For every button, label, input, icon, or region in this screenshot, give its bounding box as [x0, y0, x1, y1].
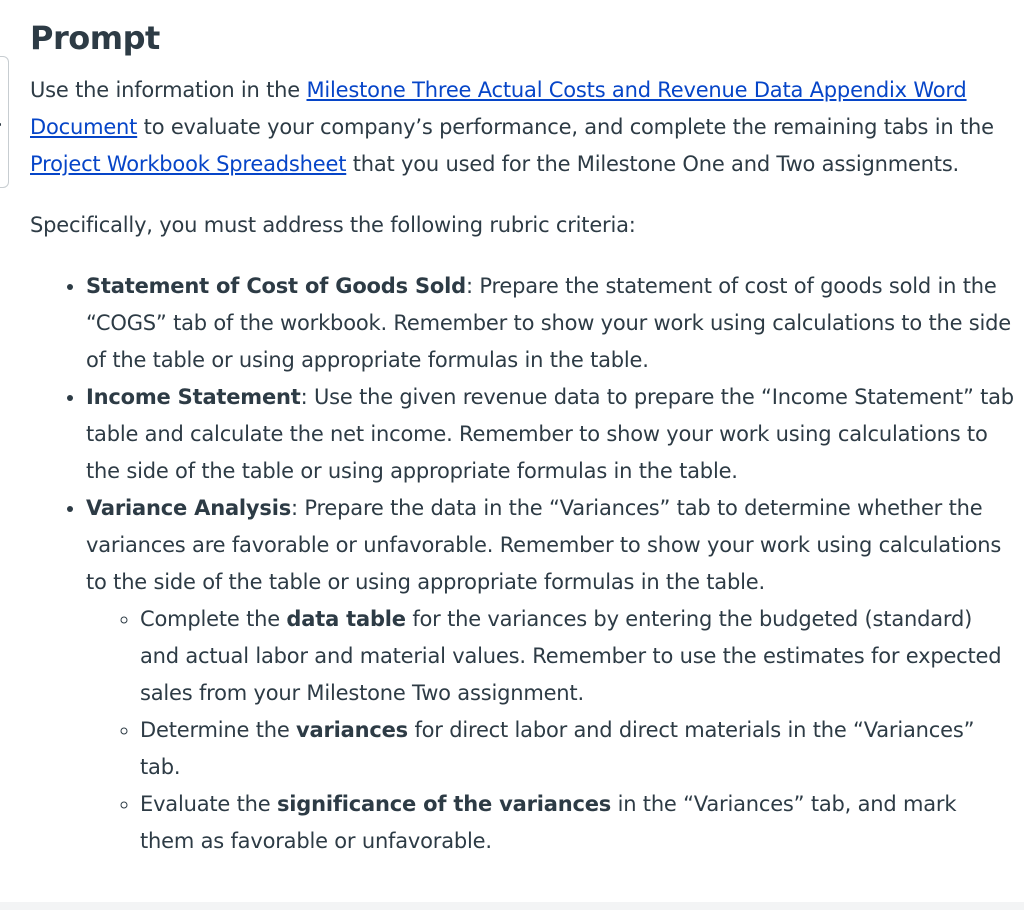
sidebar-collapse-tab[interactable] — [0, 56, 9, 188]
intro-text-middle: to evaluate your company’s performance, and complete the remaining tabs in the — [137, 115, 994, 139]
subtask-key-term: data table — [286, 607, 406, 631]
variance-subtasks-list — [86, 601, 1015, 860]
criterion-cogs — [86, 268, 1015, 379]
criterion-variance-analysis — [86, 490, 1015, 860]
assignment-prompt — [30, 16, 1015, 860]
subtask-text: for the variances by entering the budgeted (standard) and actual labor and material values. Remember to use the estimates for expected sales from your Milestone Two assignment. — [140, 607, 1002, 705]
workbook-spreadsheet-link[interactable]: Project Workbook Spreadsheet — [30, 152, 347, 176]
criterion-description: : Prepare the statement of cost of goods sold in the “COGS” tab of the workbook. Remember to show your work using calculations to the side of the table or using appropriate formulas in the table. — [86, 274, 1012, 372]
criterion-term: Income Statement — [86, 385, 301, 409]
subtask-key-term: significance of the variances — [276, 792, 612, 816]
criterion-income-statement — [86, 379, 1015, 490]
rubric-lead-text: Specifically, you must address the following rubric criteria: — [30, 213, 636, 237]
subtask-text: in the “Variances” tab, and mark them as favorable or unfavorable. — [140, 792, 957, 853]
rubric-criteria-list — [30, 268, 1015, 860]
subtask-text: for direct labor and direct materials in the “Variances” tab. — [140, 718, 975, 779]
criterion-term: Statement of Cost of Goods Sold — [86, 274, 466, 298]
subtask-key-term: variances — [296, 718, 408, 742]
criterion-description: : Use the given revenue data to prepare the “Income Statement” tab table and calculate the net income. Remember to show your work using calculations to the side of the table or using appropriate formulas in the table. — [86, 385, 1014, 483]
intro-text-end: that you used for the Milestone One and Two assignments. — [346, 152, 960, 176]
intro-paragraph — [30, 72, 1015, 183]
subtask-evaluate-significance — [140, 786, 1015, 860]
subtask-text: Determine the — [140, 718, 297, 742]
criterion-term: Variance Analysis — [86, 496, 292, 520]
criterion-description: : Prepare the data in the “Variances” tab to determine whether the variances are favorable or unfavorable. Remember to show your work using calculations to the side of the table or using appropriate formulas in the table. — [86, 496, 1002, 594]
bottom-divider — [0, 902, 1024, 910]
subtask-data-table — [140, 601, 1015, 712]
subtask-text: Evaluate the — [140, 792, 277, 816]
subtask-text: Complete the — [140, 607, 287, 631]
intro-text-start: Use the information in the — [30, 78, 307, 102]
page-title: Prompt — [30, 19, 160, 57]
subtask-determine-variances — [140, 712, 1015, 786]
appendix-document-link[interactable]: Milestone Three Actual Costs and Revenue Data Appendix Word Document — [30, 78, 967, 139]
